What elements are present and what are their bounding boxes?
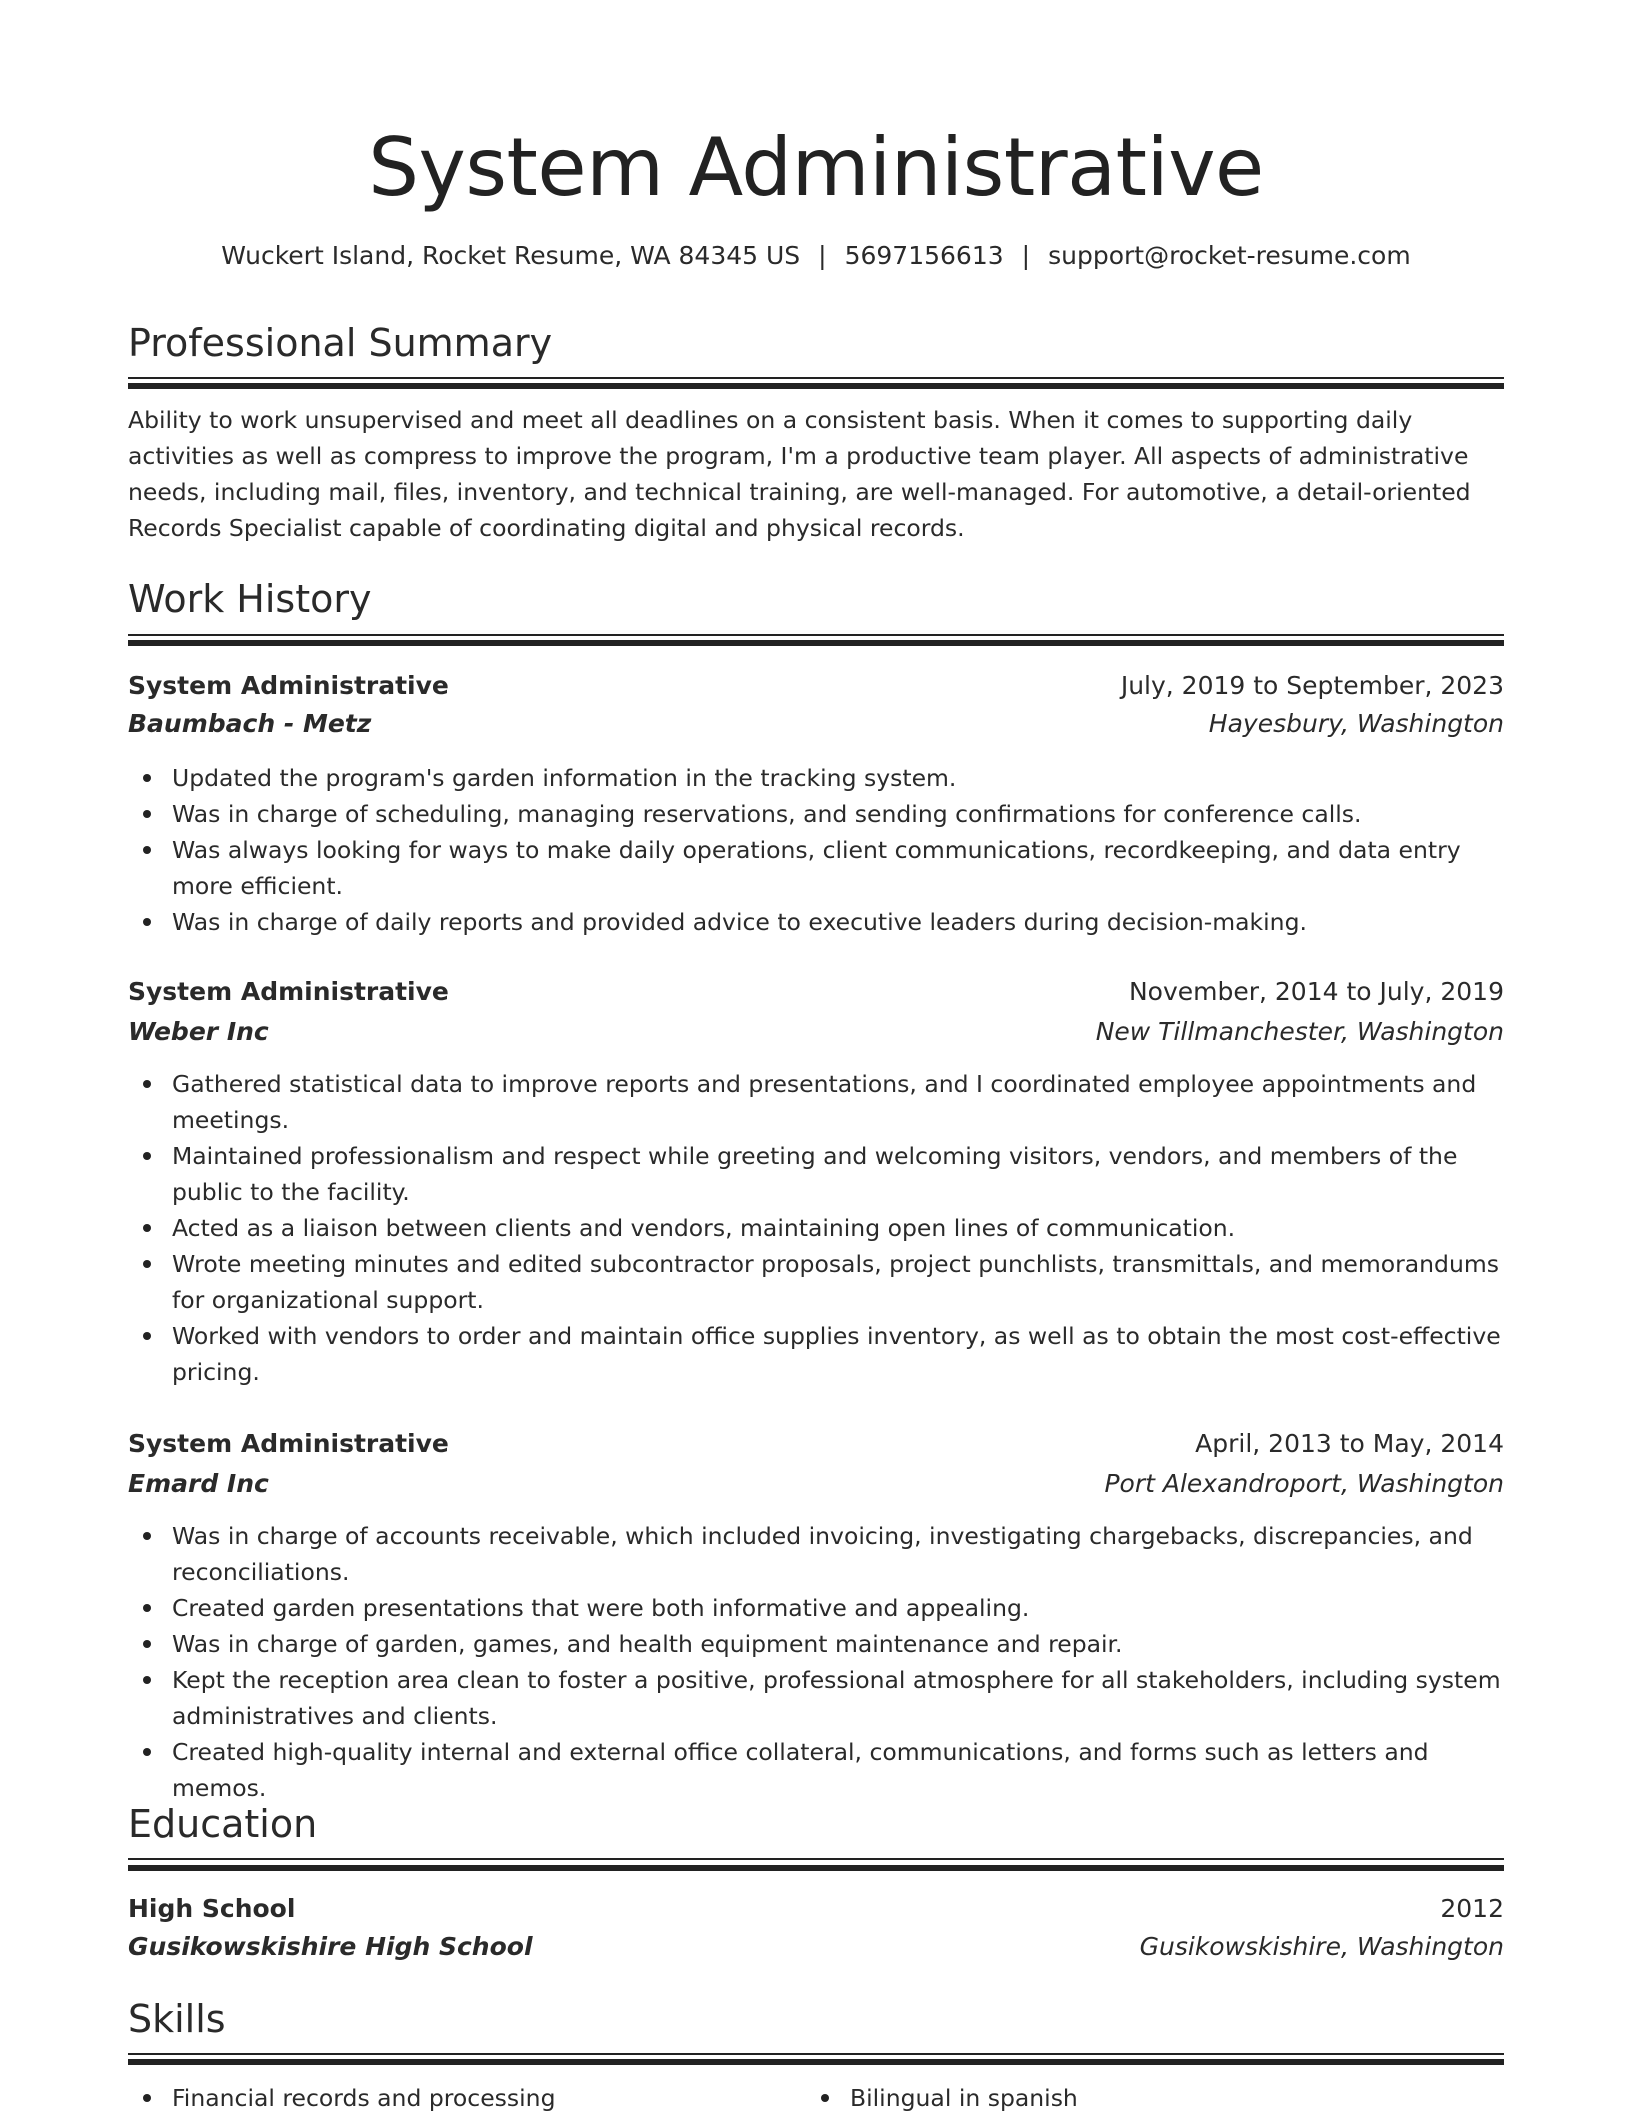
section-rule	[128, 2059, 1504, 2065]
contact-separator: |	[818, 241, 827, 270]
section-rule	[128, 1865, 1504, 1871]
contact-phone: 5697156613	[844, 241, 1004, 270]
education-subheader	[128, 1928, 1504, 1966]
section-rule	[128, 640, 1504, 646]
resume-page	[128, 0, 1504, 2112]
section-title-work: Work History	[128, 577, 372, 621]
contact-email: support@rocket-resume.com	[1048, 241, 1411, 270]
job-title: System Administrative	[128, 977, 449, 1006]
list-item: Maintained professionalism and respect while greeting and welcoming visitors, vendors, and members of the public to the facility.	[128, 1138, 1504, 1210]
list-item: Was in charge of scheduling, managing reservations, and sending confirmations for conference calls.	[128, 796, 1504, 832]
job-location: New Tillmanchester, Washington	[1095, 1017, 1504, 1046]
list-item: Was in charge of garden, games, and health equipment maintenance and repair.	[128, 1626, 1504, 1662]
job-subheader	[128, 705, 1504, 743]
list-item: Acted as a liaison between clients and vendors, maintaining open lines of communication.	[128, 1210, 1504, 1246]
job-subheader	[128, 1013, 1504, 1051]
section-rule	[128, 634, 1504, 636]
job-header	[128, 973, 1504, 1011]
job-company: Emard Inc	[128, 1469, 269, 1498]
contact-separator: |	[1021, 241, 1031, 270]
education-header	[128, 1890, 1504, 1928]
contact-address: Wuckert Island, Rocket Resume, WA 84345 US	[221, 241, 801, 270]
job-dates: November, 2014 to July, 2019	[1128, 977, 1504, 1006]
contact-line	[128, 238, 1504, 274]
job-title: System Administrative	[128, 1429, 449, 1458]
list-item: Updated the program's garden information in the tracking system.	[128, 760, 1504, 796]
list-item: Was in charge of accounts receivable, which included invoicing, investigating chargebacks, discrepancies, and reconciliations.	[128, 1518, 1504, 1590]
job-bullets	[128, 1518, 1504, 1806]
list-item: Kept the reception area clean to foster a positive, professional atmosphere for all stakeholders, including system administratives and clients.	[128, 1662, 1504, 1734]
resume-name: System Administrative	[368, 121, 1264, 214]
education-degree: High School	[128, 1894, 296, 1923]
job-dates: April, 2013 to May, 2014	[1195, 1429, 1504, 1458]
job-bullets	[128, 760, 1504, 940]
list-item: Was always looking for ways to make daily operations, client communications, recordkeeping, and data entry more efficient.	[128, 832, 1504, 904]
list-item: Was in charge of daily reports and provided advice to executive leaders during decision-making.	[128, 904, 1504, 940]
section-rule	[128, 1858, 1504, 1860]
section-title-education: Education	[128, 1802, 318, 1846]
job-location: Port Alexandroport, Washington	[1104, 1469, 1504, 1498]
list-item: Wrote meeting minutes and edited subcontractor proposals, project punchlists, transmittals, and memorandums for organizational support.	[128, 1246, 1504, 1318]
job-bullets	[128, 1066, 1504, 1390]
skills-list-left	[128, 2080, 788, 2112]
job-title: System Administrative	[128, 671, 449, 700]
education-location: Gusikowskishire, Washington	[1139, 1932, 1504, 1961]
list-item: Gathered statistical data to improve reports and presentations, and I coordinated employee appointments and meetings.	[128, 1066, 1504, 1138]
list-item: Worked with vendors to order and maintain office supplies inventory, as well as to obtain the most cost-effective pricing.	[128, 1318, 1504, 1390]
job-header	[128, 667, 1504, 705]
job-header	[128, 1425, 1504, 1463]
job-dates: July, 2019 to September, 2023	[1120, 671, 1504, 700]
summary-text: Ability to work unsupervised and meet all deadlines on a consistent basis. When it comes to supporting daily activities as well as compress to improve the program, I'm a productive team player. All aspects of administrative needs, including mail, files, inventory, and technical training, are well-managed. For automotive, a detail-oriented Records Specialist capable of coordinating digital and physical records.	[128, 406, 1471, 542]
job-location: Hayesbury, Washington	[1208, 709, 1504, 738]
education-school: Gusikowskishire High School	[128, 1932, 533, 1961]
list-item: Created garden presentations that were both informative and appealing.	[128, 1590, 1504, 1626]
job-company: Baumbach - Metz	[128, 709, 372, 738]
section-title-summary: Professional Summary	[128, 321, 553, 365]
skills-list-right	[806, 2080, 1466, 2112]
job-subheader	[128, 1465, 1504, 1503]
section-rule	[128, 2053, 1504, 2055]
section-rule	[128, 377, 1504, 379]
job-company: Weber Inc	[128, 1017, 269, 1046]
skill-item: Financial records and processing	[128, 2080, 788, 2112]
education-year: 2012	[1440, 1894, 1504, 1923]
section-title-skills: Skills	[128, 1997, 226, 2041]
section-rule	[128, 383, 1504, 389]
list-item: Created high-quality internal and external office collateral, communications, and forms such as letters and memos.	[128, 1734, 1504, 1806]
skill-item: Bilingual in spanish	[806, 2080, 1466, 2112]
